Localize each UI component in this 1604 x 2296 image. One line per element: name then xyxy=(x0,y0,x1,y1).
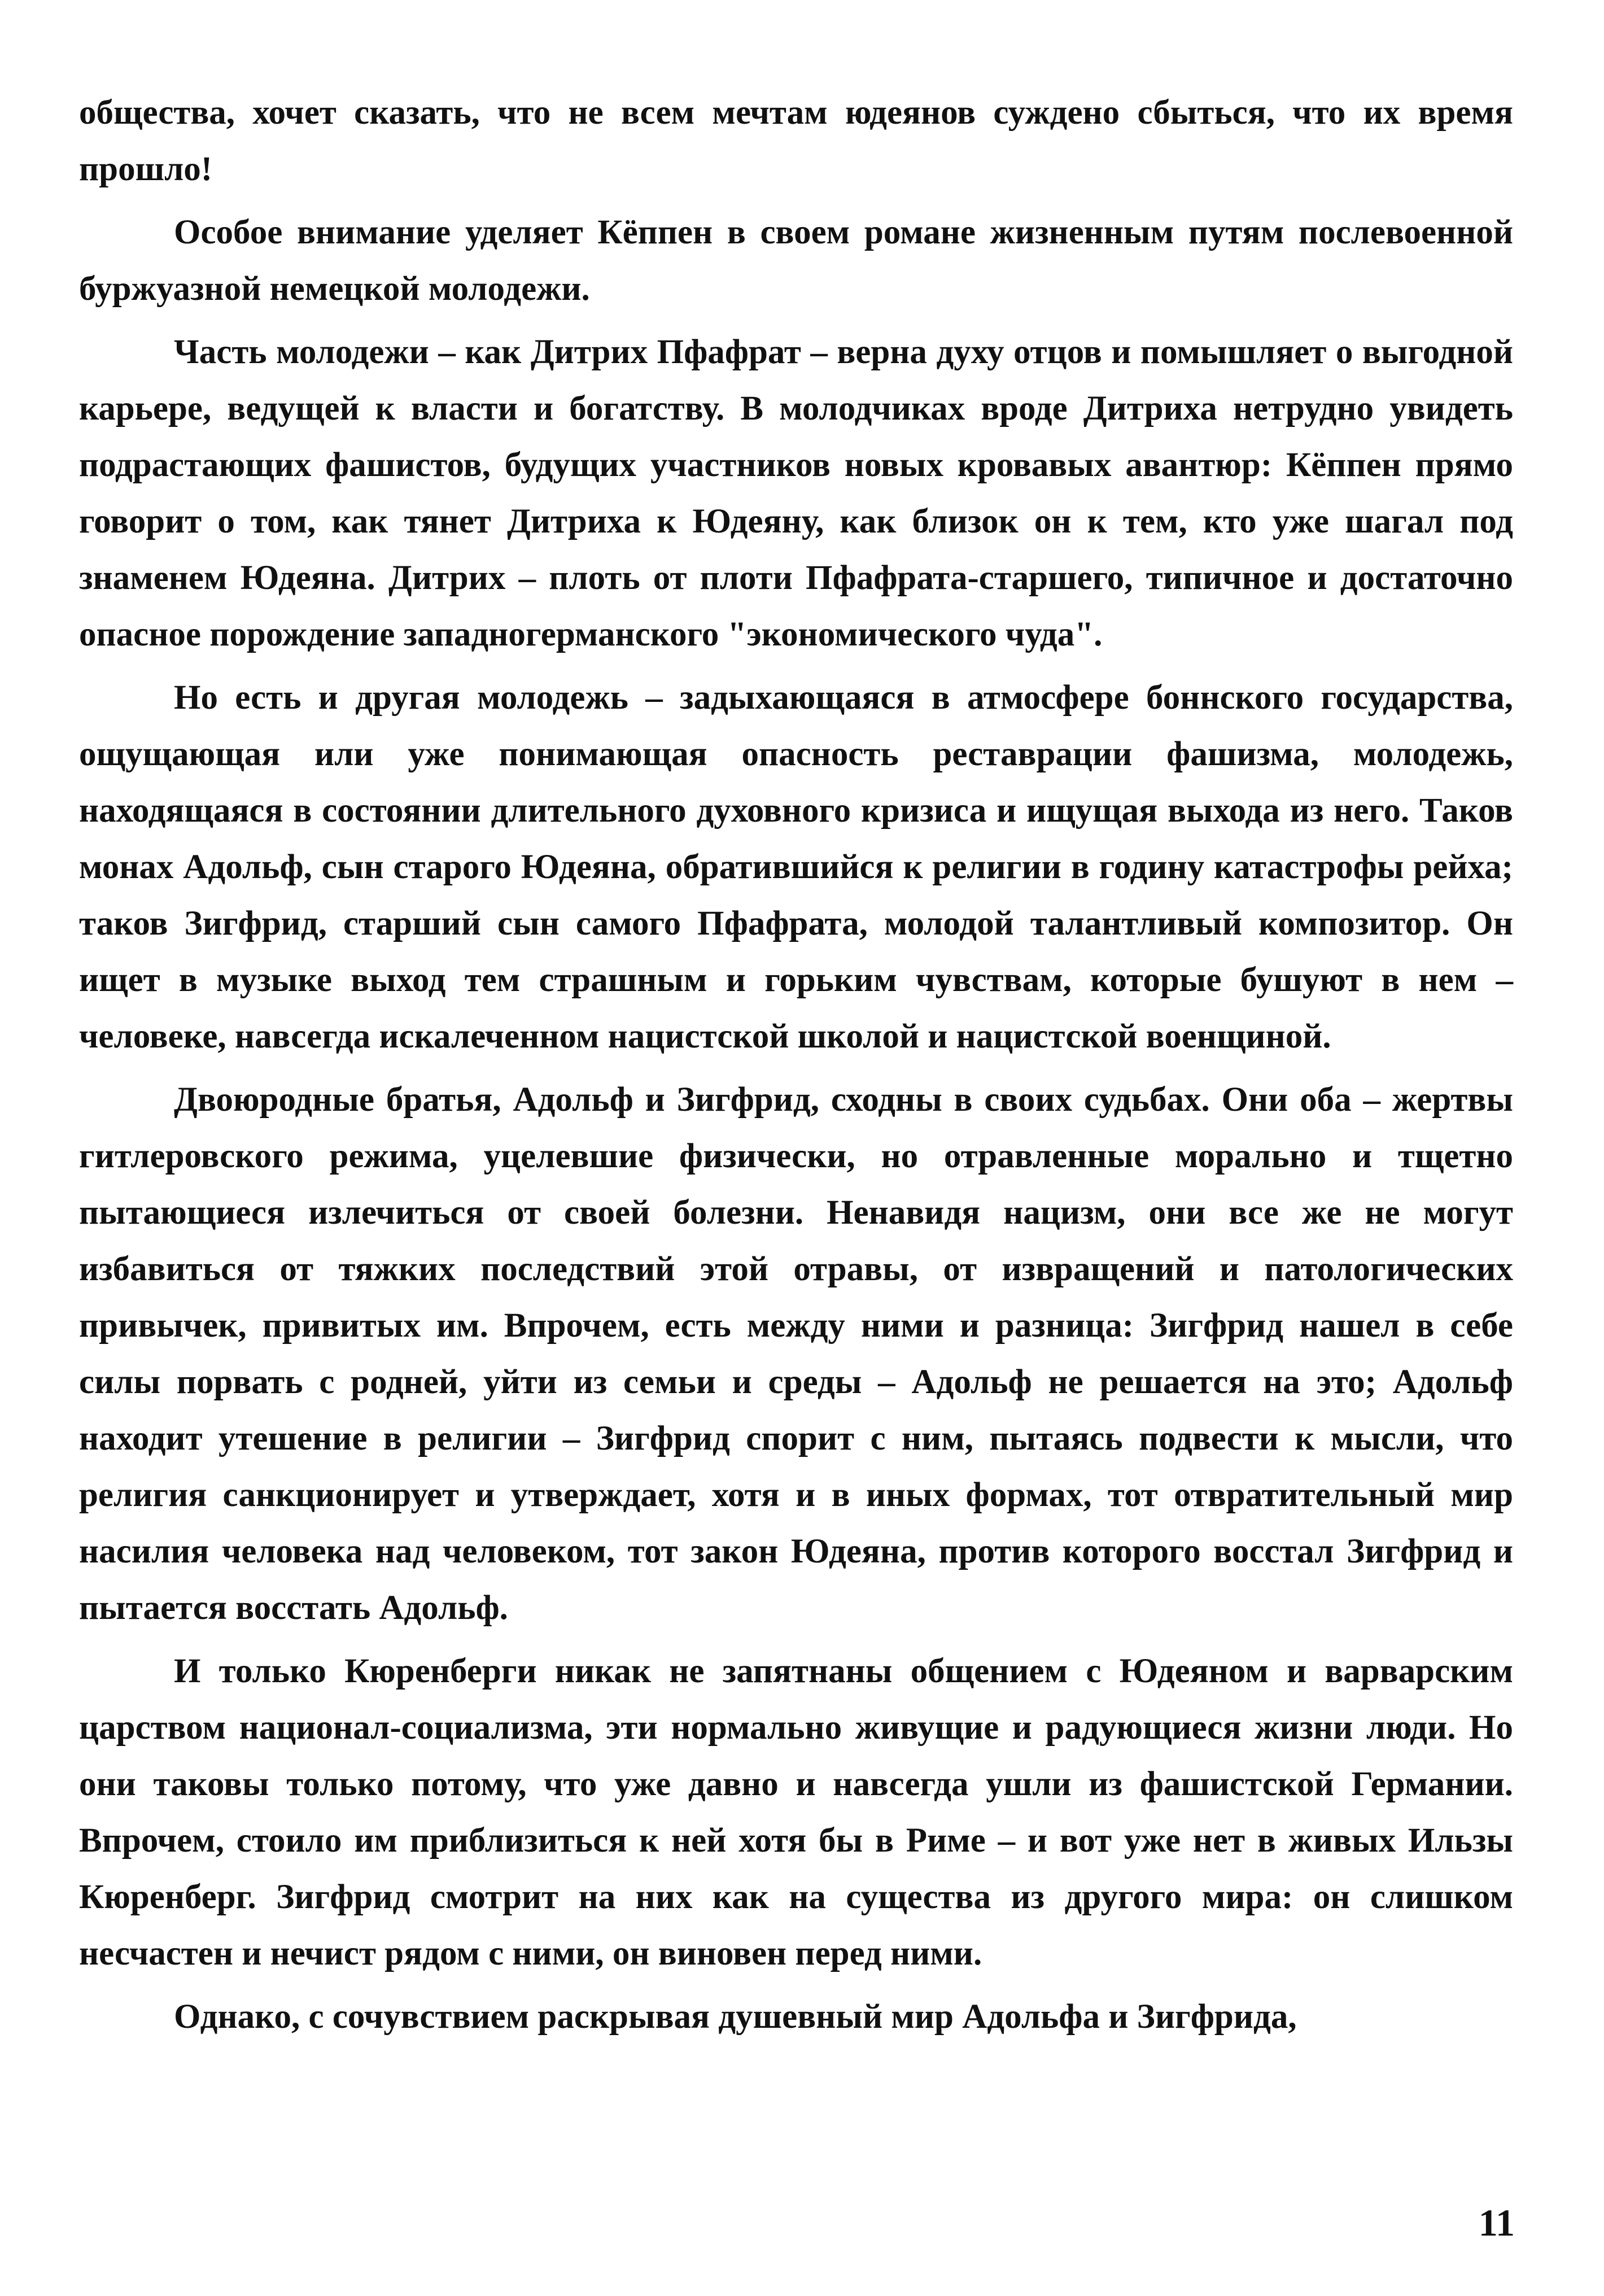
paragraph: Двоюродные братья, Адольф и Зигфрид, сходны в своих судьбах. Они оба – жертвы гитлеровского режима, уцелевшие физически, но отравленные морально и тщетно пытающиеся излечиться от своей болезни. Ненавидя нацизм, они все же не могут избавиться от тяжких последствий этой отравы, от извращений и патологических привычек, привитых им. Впрочем, есть между ними и разница: Зигфрид нашел в себе силы порвать с родней, уйти из семьи и среды – Адольф не решается на это; Адольф находит утешение в религии – Зигфрид спорит с ним, пытаясь подвести к мысли, что религия санкционирует и утверждает, хотя и в иных формах, тот отвратительный мир насилия человека над человеком, тот закон Юдеяна, против которого восстал Зигфрид и пытается восстать Адольф. xyxy=(79,1081,1513,1627)
paragraph: Особое внимание уделяет Кёппен в своем романе жизненным путям послевоенной буржуазной немецкой молодежи. xyxy=(79,213,1513,308)
paragraph: Но есть и другая молодежь – задыхающаяся в атмосфере боннского государства, ощущающая или уже понимающая опасность реставрации фашизма, молодежь, находящаяся в состоянии длительного духовного кризиса и ищущая выхода из него. Таков монах Адольф, сын старого Юдеяна, обратившийся к религии в годину катастрофы рейха; таков Зигфрид, старший сын самого Пфафрата, молодой талантливый композитор. Он ищет в музыке выход тем страшным и горьким чувствам, которые бушуют в нем – человеке, навсегда искалеченном нацистской школой и нацистской военщиной. xyxy=(79,679,1513,1055)
paragraph-continuation: общества, хочет сказать, что не всем мечтам юдеянов суждено сбыться, что их время прошло! xyxy=(79,94,1513,188)
body-text xyxy=(79,85,1513,2052)
page-number: 11 xyxy=(1478,2201,1515,2244)
paragraph: Часть молодежи – как Дитрих Пфафрат – верна духу отцов и помышляет о выгодной карьере, ведущей к власти и богатству. В молодчиках вроде Дитриха нетрудно увидеть подрастающих фашистов, будущих участников новых кровавых авантюр: Кёппен прямо говорит о том, как тянет Дитриха к Юдеяну, как близок он к тем, кто уже шагал под знаменем Юдеяна. Дитрих – плоть от плоти Пфафрата-старшего, типичное и достаточно опасное порождение западногерманского "экономического чуда". xyxy=(79,333,1513,653)
paragraph: И только Кюренберги никак не запятнаны общением с Юдеяном и варварским царством национал-социализма, эти нормально живущие и радующиеся жизни люди. Но они таковы только потому, что уже давно и навсегда ушли из фашистской Германии. Впрочем, стоило им приблизиться к ней хотя бы в Риме – и вот уже нет в живых Ильзы Кюренберг. Зигфрид смотрит на них как на существа из другого мира: он слишком несчастен и нечист рядом с ними, он виновен перед ними. xyxy=(79,1652,1513,1972)
paragraph: Однако, с сочувствием раскрывая душевный мир Адольфа и Зигфрида, xyxy=(174,1998,1297,2036)
